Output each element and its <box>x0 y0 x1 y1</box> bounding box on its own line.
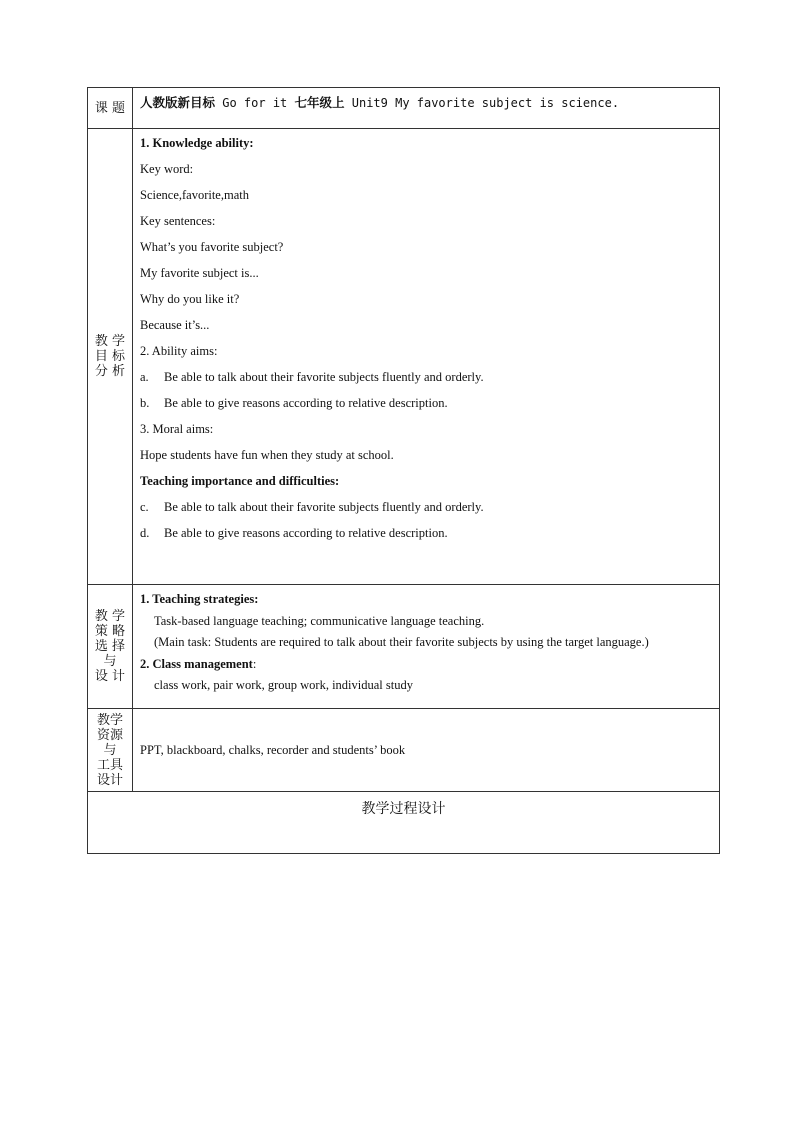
strategy-line: class work, pair work, group work, individual study <box>154 678 413 692</box>
list-item <box>140 497 719 523</box>
topic-row <box>88 88 720 129</box>
topic-label-text: 课 题 <box>94 100 126 116</box>
resources-label <box>88 709 133 792</box>
aims-line: My favorite subject is... <box>140 266 259 280</box>
list-item <box>140 367 719 393</box>
strategy-label-line: 选 择 <box>94 639 126 654</box>
management-heading <box>140 654 719 676</box>
list-marker: b. <box>140 396 150 410</box>
process-row <box>88 792 720 854</box>
aims-line: Why do you like it? <box>140 292 240 306</box>
resources-label-line: 资源 <box>96 727 123 743</box>
resources-label-line: 设计 <box>96 772 123 788</box>
topic-title-cn: 人教版新目标 <box>140 95 216 110</box>
list-text: Be able to give reasons according to relative description. <box>164 396 448 410</box>
ability-heading: 2. Ability aims: <box>140 344 218 358</box>
strategy-label <box>88 585 133 709</box>
strategy-line: (Main task: Students are required to talk about their favorite subjects by using the target language.) <box>154 635 649 649</box>
aims-label-line: 教 学 <box>94 334 126 349</box>
aims-label-line: 分 析 <box>94 364 126 379</box>
aims-content <box>133 129 720 585</box>
strategy-label-line: 设 计 <box>94 669 126 684</box>
strategies-heading: 1. Teaching strategies: <box>140 592 259 606</box>
list-text: Be able to talk about their favorite subjects fluently and orderly. <box>164 500 484 514</box>
aims-line: Science,favorite,math <box>140 188 249 202</box>
resources-label-line: 与 <box>103 742 117 758</box>
process-title: 教学过程设计 <box>88 792 720 854</box>
strategy-label-line: 与 <box>103 654 117 669</box>
aims-line: What’s you favorite subject? <box>140 240 284 254</box>
strategy-line: Task-based language teaching; communicative language teaching. <box>154 613 485 628</box>
aims-line: Key word: <box>140 162 194 176</box>
strategy-label-line: 教 学 <box>94 609 126 624</box>
topic-title-en1: Go for it <box>215 96 295 110</box>
management-heading-text: 2. Class management <box>140 656 253 671</box>
list-text: Be able to give reasons according to relative description. <box>164 526 448 540</box>
list-text: Be able to talk about their favorite subjects fluently and orderly. <box>164 370 484 384</box>
resources-content: PPT, blackboard, chalks, recorder and students’ book <box>133 709 720 792</box>
list-marker: a. <box>140 370 149 384</box>
topic-title-en2: Unit9 My favorite subject is science. <box>344 96 620 110</box>
topic-title <box>133 88 720 129</box>
aims-label-line: 目 标 <box>94 349 126 364</box>
list-item <box>140 523 719 549</box>
aims-row <box>88 129 720 585</box>
aims-line: Key sentences: <box>140 214 216 228</box>
resources-row <box>88 709 720 792</box>
importance-heading: Teaching importance and difficulties: <box>140 474 340 488</box>
list-item <box>140 393 719 419</box>
aims-label <box>88 129 133 585</box>
topic-label <box>88 88 133 129</box>
aims-line: Hope students have fun when they study at school. <box>140 448 394 462</box>
knowledge-heading: 1. Knowledge ability: <box>140 136 254 150</box>
management-heading-colon: : <box>252 656 257 671</box>
lesson-plan-table <box>87 87 720 854</box>
moral-heading: 3. Moral aims: <box>140 422 214 436</box>
strategy-label-line: 策 略 <box>94 624 126 639</box>
resources-label-line: 教学 <box>96 712 123 728</box>
strategy-content <box>133 585 720 709</box>
strategy-row <box>88 585 720 709</box>
list-marker: d. <box>140 526 150 540</box>
aims-line: Because it’s... <box>140 318 210 332</box>
list-marker: c. <box>140 500 149 514</box>
topic-title-cn2: 七年级上 <box>294 95 345 110</box>
resources-label-line: 工具 <box>96 757 123 773</box>
